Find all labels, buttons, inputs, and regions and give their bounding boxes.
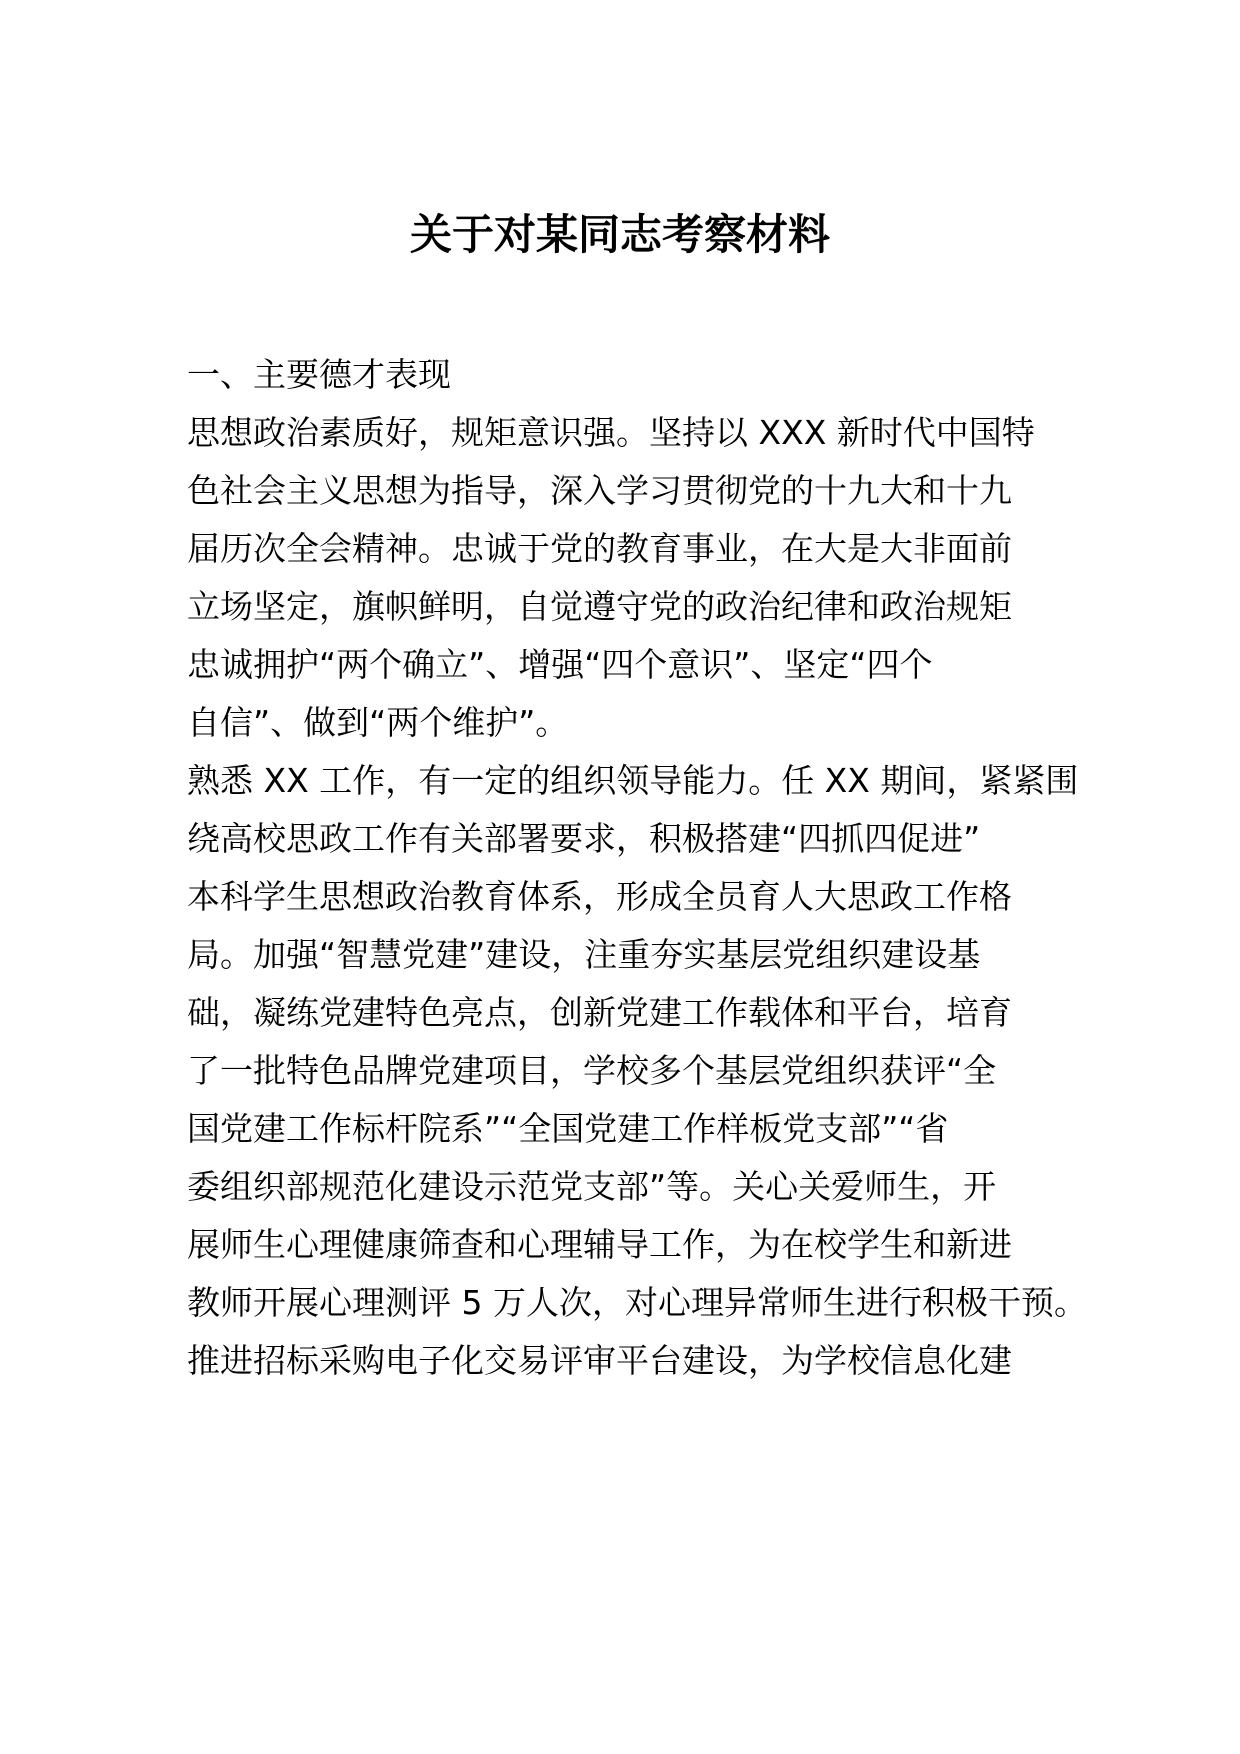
body-line: 绕高校思政工作有关部署要求，积极搭建“四抓四促进” bbox=[187, 819, 981, 858]
section-heading: 一、主要德才表现 bbox=[187, 355, 451, 394]
body-line: 局。加强“智慧党建”建设，注重夯实基层党组织建设基 bbox=[187, 935, 981, 974]
body-line: 自信”、做到“两个维护”。 bbox=[187, 703, 569, 742]
body-line: 了一批特色品牌党建项目，学校多个基层党组织获评“全 bbox=[187, 1051, 997, 1090]
body-line: 国党建工作标杆院系”“全国党建工作样板党支部”“省 bbox=[187, 1109, 949, 1148]
body-line: 展师生心理健康筛查和心理辅导工作，为在校学生和新进 bbox=[187, 1225, 1012, 1264]
body-line: 思想政治素质好，规矩意识强。坚持以 XXX 新时代中国特 bbox=[187, 413, 1035, 452]
document-title: 关于对某同志考察材料 bbox=[409, 210, 830, 259]
body-line: 立场坚定，旗帜鲜明，自觉遵守党的政治纪律和政治规矩 bbox=[187, 587, 1012, 626]
body-line: 届历次全会精神。忠诚于党的教育事业，在大是大非面前 bbox=[187, 529, 1012, 568]
body-line: 熟悉 XX 工作，有一定的组织领导能力。任 XX 期间，紧紧围 bbox=[187, 761, 1079, 800]
body-line: 忠诚拥护“两个确立”、增强“四个意识”、坚定“四个 bbox=[187, 645, 933, 684]
body-line: 推进招标采购电子化交易评审平台建设，为学校信息化建 bbox=[187, 1341, 1012, 1380]
body-line: 础，凝练党建特色亮点，创新党建工作载体和平台，培育 bbox=[187, 993, 1012, 1032]
body-line: 本科学生思想政治教育体系，形成全员育人大思政工作格 bbox=[187, 877, 1012, 916]
body-line: 教师开展心理测评 5 万人次，对心理异常师生进行积极干预。 bbox=[187, 1283, 1087, 1322]
body-line: 委组织部规范化建设示范党支部”等。关心关爱师生，开 bbox=[187, 1167, 997, 1206]
body-line: 色社会主义思想为指导，深入学习贯彻党的十九大和十九 bbox=[187, 471, 1012, 510]
